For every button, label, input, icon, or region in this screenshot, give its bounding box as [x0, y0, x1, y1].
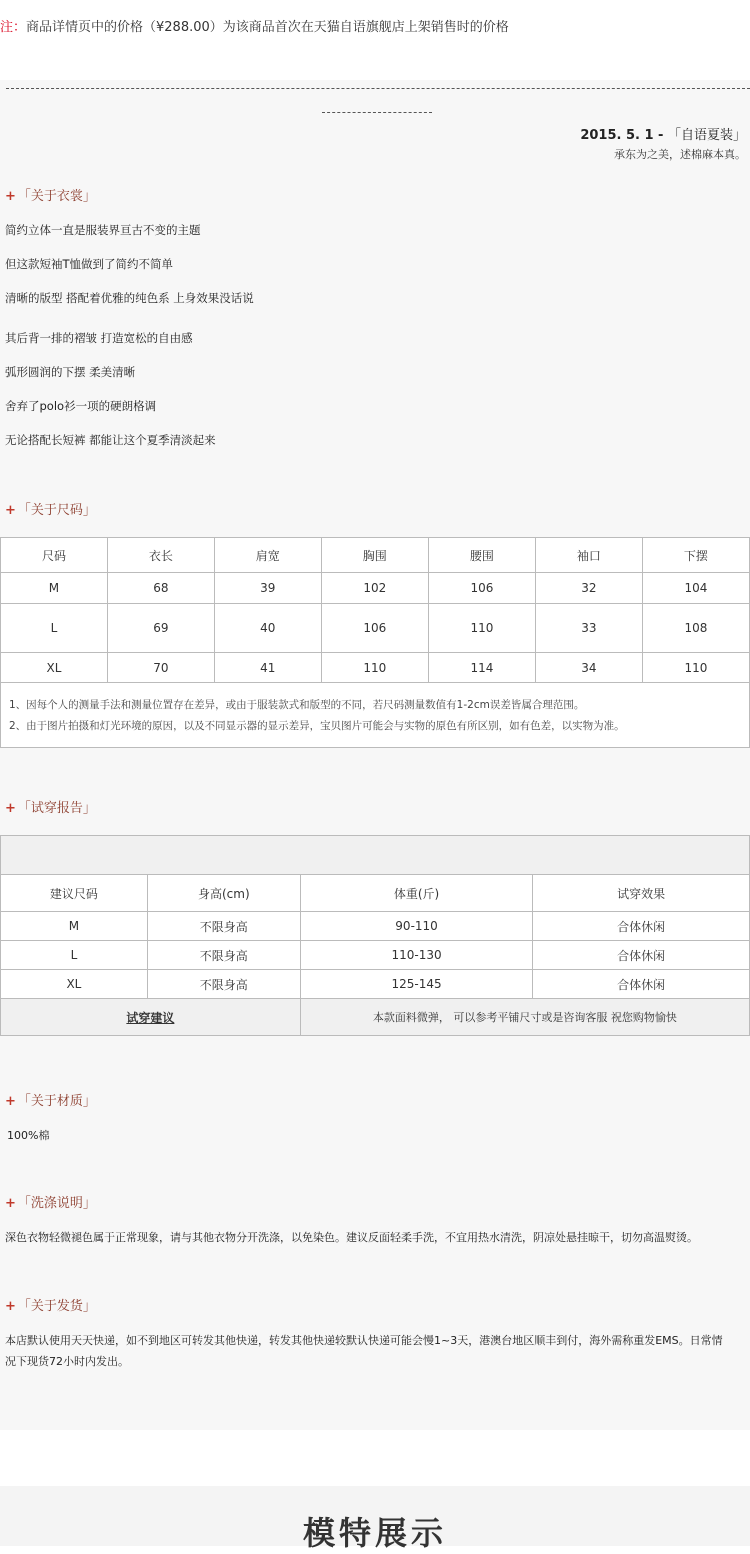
clothing-line: 但这款短袖T恤做到了简约不简单 — [5, 257, 174, 271]
model-showcase-title: 模特展示 — [302, 1514, 447, 1552]
detail-content — [0, 80, 750, 1430]
notice-prefix: 注： — [0, 20, 27, 35]
table-cell: 41 — [214, 653, 321, 683]
price-notice — [0, 0, 750, 80]
table-header-row — [1, 875, 750, 912]
table-cell: 104 — [642, 573, 749, 604]
table-cell: 合体休闲 — [533, 941, 750, 970]
table-cell: 110 — [642, 653, 749, 683]
table-cell: 106 — [428, 573, 535, 604]
size-note: 2、由于图片拍摄和灯光环境的原因，以及不同显示器的显示差异，宝贝图片可能会与实物的原色有所区别，如有色差，以实物为准。 — [9, 720, 625, 732]
plus-icon: + — [5, 1196, 16, 1211]
section-title-label: 「关于发货」 — [17, 1299, 96, 1314]
table-cell: 合体休闲 — [533, 970, 750, 999]
shipping-text-line: 本店默认使用天天快递，如不到地区可转发其他快递，转发其他快递较默认快递可能会慢1~3天，港澳台地区顺丰到付，海外需称重发EMS。日常情 — [5, 1334, 723, 1347]
section-title-size — [5, 499, 96, 518]
section-title-washing — [5, 1192, 96, 1211]
plus-icon: + — [5, 1094, 16, 1109]
table-cell: 110-130 — [300, 941, 533, 970]
plus-icon: + — [5, 503, 16, 518]
clothing-line: 简约立体一直是服装界亘古不变的主题 — [5, 223, 201, 237]
table-cell: 70 — [107, 653, 214, 683]
dashed-divider — [6, 88, 750, 89]
section-title-label: 「试穿报告」 — [17, 801, 96, 816]
table-cell: 110 — [321, 653, 428, 683]
table-header-cell: 袖口 — [535, 538, 642, 573]
price-notice-line — [0, 16, 509, 35]
table-cell: 114 — [428, 653, 535, 683]
table-header-cell: 尺码 — [1, 538, 108, 573]
section-title-label: 「关于尺码」 — [17, 503, 96, 518]
table-cell: XL — [1, 970, 148, 999]
table-cell: 不限身高 — [147, 970, 300, 999]
fit-advice-label-cell — [1, 999, 301, 1036]
table-row — [1, 653, 750, 683]
clothing-line: 弧形圆润的下摆 柔美清晰 — [5, 365, 136, 379]
table-row — [1, 604, 750, 653]
table-cell: M — [1, 912, 148, 941]
table-header-cell: 肩宽 — [214, 538, 321, 573]
section-title-clothing — [5, 185, 96, 204]
table-cell: 108 — [642, 604, 749, 653]
fit-advice-text: 本款面料微弹， 可以参考平铺尺寸或是咨询客服 祝您购物愉快 — [300, 999, 749, 1036]
table-cell: L — [1, 604, 108, 653]
clothing-line: 舍弃了polo衫一项的硬朗格调 — [5, 399, 157, 413]
model-showcase-banner — [0, 1430, 750, 1552]
table-cell: 102 — [321, 573, 428, 604]
section-title-label: 「关于衣裳」 — [17, 189, 96, 204]
collection-name: 「自语夏装」 — [667, 128, 746, 143]
material-text: 100%棉 — [7, 1129, 50, 1142]
plus-icon: + — [5, 801, 16, 816]
table-header-cell: 胸围 — [321, 538, 428, 573]
table-cell: 34 — [535, 653, 642, 683]
table-header-cell: 身高(cm) — [147, 875, 300, 912]
fit-report-table — [0, 874, 750, 1036]
table-cell: 合体休闲 — [533, 912, 750, 941]
table-cell: 39 — [214, 573, 321, 604]
table-cell: M — [1, 573, 108, 604]
table-cell: L — [1, 941, 148, 970]
table-cell: 106 — [321, 604, 428, 653]
table-cell: 110 — [428, 604, 535, 653]
size-note: 1、因每个人的测量手法和测量位置存在差异，或由于服装款式和版型的不同，若尺码测量数值有1-2cm误差皆属合理范围。 — [9, 699, 585, 711]
collection-date — [580, 124, 746, 143]
dashed-divider-short — [322, 112, 432, 113]
brand-slogan: 承东为之美，述棉麻本真。 — [614, 148, 746, 161]
section-title-label: 「洗涤说明」 — [17, 1196, 96, 1211]
washing-text: 深色衣物轻微褪色属于正常现象，请与其他衣物分开洗涤，以免染色。建议反面轻柔手洗，不宜用热水清洗，阴凉处悬挂晾干，切勿高温熨烫。 — [5, 1231, 698, 1244]
date-text: 2015. 5. 1 - — [580, 128, 668, 143]
table-cell: 90-110 — [300, 912, 533, 941]
table-header-cell: 衣长 — [107, 538, 214, 573]
section-title-label: 「关于材质」 — [17, 1094, 96, 1109]
table-cell: 40 — [214, 604, 321, 653]
table-row — [1, 941, 750, 970]
clothing-line: 其后背一排的褶皱 打造宽松的自由感 — [5, 331, 193, 345]
table-cell: 33 — [535, 604, 642, 653]
table-cell: 不限身高 — [147, 941, 300, 970]
table-header-cell: 腰围 — [428, 538, 535, 573]
table-header-cell: 体重(斤) — [300, 875, 533, 912]
clothing-line: 无论搭配长短裤 都能让这个夏季清淡起来 — [5, 433, 216, 447]
table-row — [1, 573, 750, 604]
clothing-line: 清晰的版型 搭配着优雅的纯色系 上身效果没话说 — [5, 291, 254, 305]
plus-icon: + — [5, 1299, 16, 1314]
table-header-cell: 试穿效果 — [533, 875, 750, 912]
notice-text: 商品详情页中的价格（¥288.00）为该商品首次在天猫自语旗舰店上架销售时的价格 — [26, 20, 509, 35]
table-cell: XL — [1, 653, 108, 683]
table-header-cell: 建议尺码 — [1, 875, 148, 912]
table-cell: 68 — [107, 573, 214, 604]
fit-advice-row — [1, 999, 750, 1036]
table-header-cell: 下摆 — [642, 538, 749, 573]
plus-icon: + — [5, 189, 16, 204]
table-header-row — [1, 538, 750, 573]
section-title-shipping — [5, 1295, 96, 1314]
table-cell: 125-145 — [300, 970, 533, 999]
table-row — [1, 970, 750, 999]
size-notes — [0, 682, 750, 748]
table-cell: 69 — [107, 604, 214, 653]
section-title-material — [5, 1090, 96, 1109]
section-title-fit-report — [5, 797, 96, 816]
fit-advice-label: 试穿建议 — [126, 1010, 175, 1025]
table-row — [1, 912, 750, 941]
table-cell: 不限身高 — [147, 912, 300, 941]
shipping-text-line: 况下现货72小时内发出。 — [5, 1355, 129, 1368]
size-table — [0, 537, 750, 683]
fit-report-header-bar — [0, 835, 750, 875]
table-cell: 32 — [535, 573, 642, 604]
